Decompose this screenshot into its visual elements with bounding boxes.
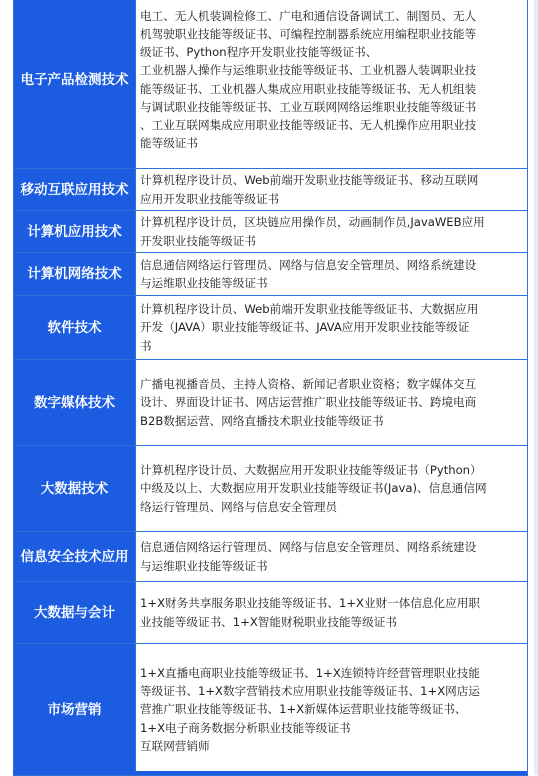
major-name: 市场营销 bbox=[14, 644, 136, 776]
table-row bbox=[14, 360, 528, 446]
certificate-line: 与运维职业技能等级证书 bbox=[140, 558, 268, 573]
table-bottom-border bbox=[13, 771, 527, 775]
page-edge-bar bbox=[534, 0, 538, 775]
certificate-list bbox=[136, 446, 528, 532]
certificate-line: 计算机程序设计员、Web前端开发职业技能等级证书、移动互联网 bbox=[140, 173, 479, 188]
certificate-list bbox=[136, 296, 528, 360]
table-row bbox=[14, 211, 528, 253]
certificate-line: 计算机程序设计员，区块链应用操作员，动画制作员,JavaWEB应用 bbox=[140, 215, 485, 230]
certificate-line: 与调试职业技能等级证书、工业互联网网络运维职业技能等级证书 bbox=[140, 99, 477, 114]
certificate-line: B2B数据运营、网络直播技术职业技能等级证书 bbox=[140, 413, 384, 428]
major-certificate-table bbox=[13, 0, 528, 776]
table-row bbox=[14, 644, 528, 776]
certificate-list bbox=[136, 211, 528, 253]
certificate-line: 开发（JAVA）职业技能等级证书、JAVA应用开发职业技能等级证 bbox=[140, 320, 470, 335]
major-name: 软件技术 bbox=[14, 296, 136, 360]
certificate-line: 、工业互联网集成应用职业技能等级证书、无人机操作应用职业技 bbox=[140, 117, 477, 132]
certificate-list bbox=[136, 360, 528, 446]
table-row bbox=[14, 582, 528, 644]
certificate-line: 互联网营销师 bbox=[140, 738, 210, 753]
certificate-line: 与运维职业技能等级证书 bbox=[140, 276, 268, 290]
certificate-line: 级证书、Python程序开发职业技能等级证书、 bbox=[140, 45, 378, 60]
certificate-line: 开发职业技能等级证书 bbox=[140, 233, 256, 248]
certificate-list bbox=[136, 253, 528, 296]
certificate-line: 计算机程序设计员、大数据应用开发职业技能等级证书（Python） bbox=[140, 463, 482, 478]
certificate-line: 计算机程序设计员、Web前端开发职业技能等级证书、大数据应用 bbox=[140, 302, 479, 317]
table-row bbox=[14, 169, 528, 211]
certificate-list bbox=[136, 582, 528, 644]
certificate-line: 广播电视播音员、主持人资格、新闻记者职业资格；数字媒体交互 bbox=[140, 377, 477, 392]
table-row bbox=[14, 253, 528, 296]
certificate-line: 中级及以上、大数据应用开发职业技能等级证书(Java)、信息通信网 bbox=[140, 481, 487, 496]
certificate-list bbox=[136, 532, 528, 582]
certificate-line: 营推广职业技能等级证书、1+X新媒体运营职业技能等级证书、 bbox=[140, 702, 467, 717]
table-row bbox=[14, 296, 528, 360]
certificate-line: 能等级证书、工业机器人集成应用职业技能等级证书、无人机组装 bbox=[140, 81, 477, 96]
certificate-line: 1+X直播电商职业技能等级证书、1+X连锁特许经营管理职业技能 bbox=[140, 665, 480, 680]
certificate-line: 信息通信网络运行管理员、网络与信息安全管理员、网络系统建设 bbox=[140, 257, 477, 272]
certificate-list bbox=[136, 169, 528, 211]
major-name: 大数据与会计 bbox=[14, 582, 136, 644]
certificate-line: 1+X电子商务数据分析职业技能等级证书 bbox=[140, 720, 351, 735]
certificate-line: 业技能等级证书、1+X智能财税职业技能等级证书 bbox=[140, 614, 397, 629]
certificate-line: 络运行管理员、网络与信息安全管理员 bbox=[140, 499, 338, 514]
certificate-line: 信息通信网络运行管理员、网络与信息安全管理员、网络系统建设 bbox=[140, 540, 477, 555]
table-row bbox=[14, 532, 528, 582]
certificate-line: 书 bbox=[140, 338, 152, 353]
certificate-line: 能等级证书 bbox=[140, 136, 198, 151]
certificate-line: 等级证书、1+X数字营销技术应用职业技能等级证书、1+X网店运 bbox=[140, 684, 480, 699]
table-row bbox=[14, 0, 528, 169]
major-name: 大数据技术 bbox=[14, 446, 136, 532]
certificate-line: 工业机器人操作与运维职业技能等级证书、工业机器人装调职业技 bbox=[140, 63, 477, 78]
major-name: 计算机网络技术 bbox=[14, 253, 136, 296]
major-name: 电子产品检测技术 bbox=[14, 0, 136, 169]
major-name: 移动互联应用技术 bbox=[14, 169, 136, 211]
major-name: 信息安全技术应用 bbox=[14, 532, 136, 582]
certificate-line: 应用开发职业技能等级证书 bbox=[140, 191, 280, 206]
major-name: 数字媒体技术 bbox=[14, 360, 136, 446]
table-row bbox=[14, 446, 528, 532]
major-name: 计算机应用技术 bbox=[14, 211, 136, 253]
certificate-line: 1+X财务共享服务职业技能等级证书、1+X业财一体信息化应用职 bbox=[140, 596, 480, 611]
certificate-list bbox=[136, 644, 528, 776]
certificate-list bbox=[136, 0, 528, 169]
certificate-line: 设计、界面设计证书、网店运营推广职业技能等级证书、跨境电商 bbox=[140, 395, 477, 410]
certificate-line: 电工、无人机装调检修工、广电和通信设备调试工、制图员、无人 bbox=[140, 8, 477, 23]
certificate-line: 机驾驶职业技能等级证书、可编程控制器系统应用编程职业技能等 bbox=[140, 26, 477, 41]
